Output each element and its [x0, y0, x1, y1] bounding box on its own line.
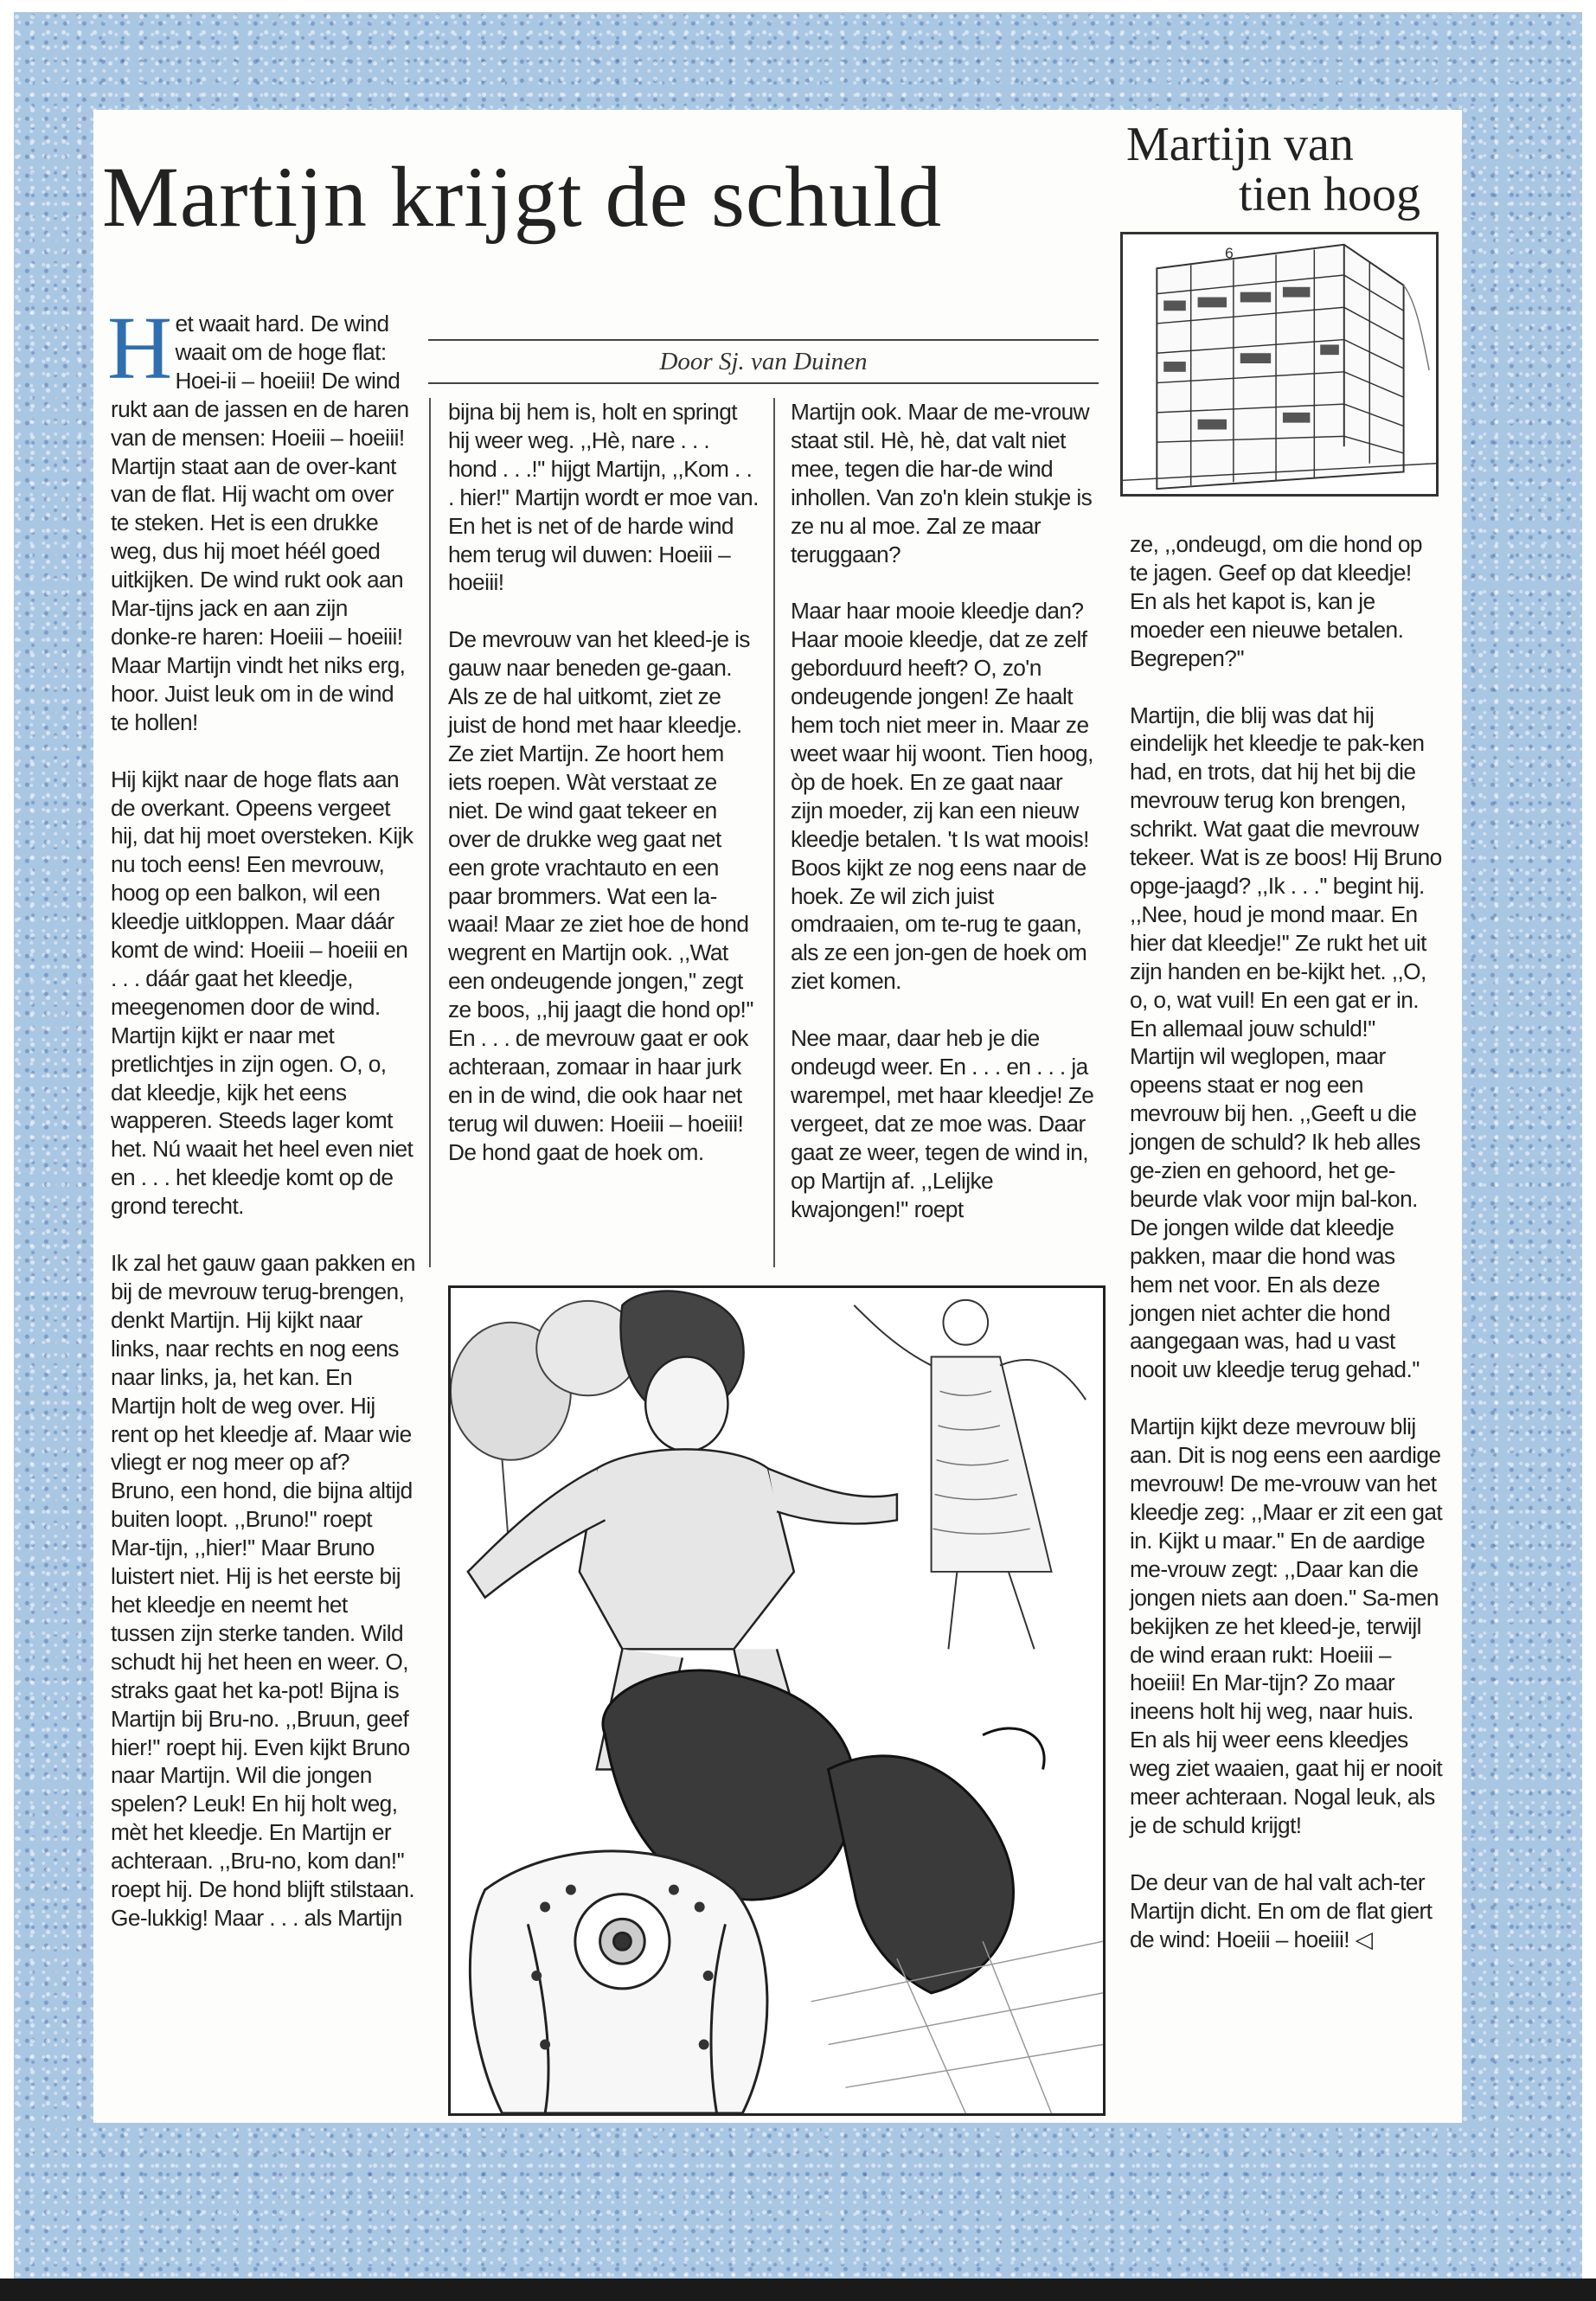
paragraph: bijna bij hem is, holt en springt hij weer weg. ,,Hè, nare . . . hond . . .!'' hijgt Martijn, ,,Kom . . . hier!'' Martijn wordt er moe van. En het is net of de harde wind hem terug wil duwen: Hoeiii – hoeiii!	[448, 399, 759, 596]
paragraph: Martijn, die blij was dat hij eindelijk het kleedje te pak-ken had, en trots, dat hij het bij die mevrouw terug kon brengen, schrikt. Wat gaat die mevrouw tekeer. Wat is ze boos! Hij Bruno opge-jaagd? ,,Ik . . .'' begint hij. ,,Nee, houd je mond maar. En hier dat kleedje!'' Ze rukt het uit zijn handen en be-kijkt het. ,,O, o, o, wat vuil! En een gat er in. En allemaal jouw schuld!'' Martijn wil weglopen, maar opeens staat er nog een mevrouw bij hen. ,,Geeft u die jongen de schuld? Ik heb alles ge-zien en gehoord, het ge-beurde vlak voor mijn bal-kon. De jongen wilde dat kleedje pakken, maar die hond was hem net voor. En als deze jongen niet achter die hond aangegaan was, had u vast nooit uw kleedje terug gehad.''	[1130, 702, 1442, 1383]
paragraph: Hij kijkt naar de hoge flats aan de overkant. Opeens vergeet hij, dat hij moet oversteken. Kijk nu toch eens! Een mevrouw, hoog op een balkon, wil een kleedje uitkloppen. Maar dáár komt de wind: Hoeiii – hoeiii en . . . dáár gaat het kleedje, meegenomen door de wind. Martijn kijkt er naar met pretlichtjes in zijn ogen. O, o, dat kleedje, kijk het eens wapperen. Steeds lager komt het. Nú waait het heel even niet en . . . het kleedje komt op de grond terecht.	[111, 766, 413, 1220]
paragraph	[107, 298, 415, 737]
paragraph: Martijn kijkt deze mevrouw blij aan. Dit is nog eens een aardige mevrouw! De me-vrouw van het kleedje zeg: ,,Maar er zit een gat in. Kijkt u maar.'' En de aardige me-vrouw zegt: ,,Daar kan die jongen niets aan doen.'' Sa-men bekijken ze het kleed-je, terwijl de wind eraan rukt: Hoeiii – hoeiii! En Mar-tijn? Zo maar ineens holt hij weg, naar huis. En als hij weer eens kleedjes weg ziet waaien, gaat hij er nooit meer achteraan. Nogal leuk, als je de schuld krijgt!	[1130, 1413, 1443, 1838]
building-illustration	[1120, 232, 1439, 497]
paragraph: Maar haar mooie kleedje dan? Haar mooie kleedje, dat ze zelf geborduurd heeft? O, zo'n ondeugende jongen! Ze haalt hem toch niet meer in. Maar ze weet waar hij woont. Tien hoog, òp de hoek. En ze gaat naar zijn moeder, zij kan een nieuw kleedje betalen. 't Is wat moois! Boos kijkt ze nog eens naar de hoek. Ze wil zich juist omdraaien, om te-rug te gaan, als ze een jon-gen de hoek om ziet komen.	[791, 598, 1093, 995]
article-title: Martijn krijgt de schuld	[102, 149, 943, 245]
article-column-1	[107, 298, 415, 1932]
article-column-4	[1130, 530, 1443, 1954]
paragraph-text: et waait hard. De wind waait om de hoge flat: Hoei-ii – hoeiii! De wind rukt aan de jassen en de haren van de mensen: Hoeiii – hoeiii! Martijn staat aan de over-kant van de flat. Hij wacht om over te steken. Het is een drukke weg, dus hij moet héél goed uitkijken. De wind rukt ook aan Mar-tijns jack en aan zijn donke-re haren: Hoeiii – hoeiii! Maar Martijn vindt het niks erg, hoor. Juist leuk om in de wind te hollen!	[111, 311, 409, 735]
paragraph: De deur van de hal valt ach-ter Martijn dicht. En om de flat giert de wind: Hoeiii – hoeiii! ◁	[1130, 1868, 1433, 1952]
svg-text:6: 6	[1225, 244, 1234, 262]
paragraph: Martijn ook. Maar de me-vrouw staat stil. Hè, hè, dat valt niet mee, tegen die har-de wind inhollen. Van zo'n klein stukje is ze nu al moe. Zal ze maar teruggaan?	[791, 399, 1093, 567]
paragraph: ze, ,,ondeugd, om die hond op te jagen. Geef op dat kleedje! En als het kapot is, kan je moeder een nieuwe betalen. Begrepen?''	[1130, 531, 1422, 671]
paragraph: Ik zal het gauw gaan pakken en bij de mevrouw terug-brengen, denkt Martijn. Hij kijkt naar links, naar rechts en nog eens naar links, ja, het kan. En Martijn holt de weg over. Hij rent op het kleedje af. Maar wie vliegt er nog meer op af? Bruno, een hond, die bijna altijd buiten loopt. ,,Bruno!'' roept Mar-tijn, ,,hier!'' Maar Bruno luistert niet. Hij is het eerste bij het kleedje en neemt het tussen zijn sterke tanden. Wild schudt hij het heen en weer. O, straks gaat het ka-pot! Bijna is Martijn bij Bru-no. ,,Bruun, geef hier!'' roept hij. Even kijkt Bruno naar Martijn. Wil die jongen spelen? Leuk! En hij holt weg, mèt het kleedje. En Martijn er achteraan. ,,Bru-no, kom dan!'' roept hij. De hond blijft stilstaan. Ge-lukkig! Maar . . . als Martijn	[111, 1250, 415, 1931]
series-title-line1: Martijn van	[1126, 118, 1354, 171]
paragraph: De mevrouw van het kleed-je is gauw naar beneden ge-gaan. Als ze de hal uitkomt, ziet ze juist de hond met haar kleedje. Ze ziet Martijn. Ze hoort hem iets roepen. Wàt verstaat ze niet. De wind gaat tekeer en over de drukke weg gaat net een grote vrachtauto en een paar brommers. Wat een la-waai! Maar ze ziet hoe de hond wegrent en Martijn ook. ,,Wat een ondeugende jongen,'' zegt ze boos, ,,hij jaagt die hond op!'' En . . . de mevrouw gaat er ook achteraan, zomaar in haar jurk en in de wind, die ook haar net terug wil duwen: Hoeiii – hoeiii! De hond gaat de hoek om.	[448, 626, 754, 1165]
series-title-line2: tien hoog	[1239, 168, 1420, 221]
page-edge	[0, 2279, 1596, 2301]
column-divider	[429, 398, 431, 1267]
byline: Door Sj. van Duinen	[659, 347, 868, 375]
drop-cap: H	[107, 298, 172, 398]
article-column-3	[791, 398, 1095, 1223]
article-column-2	[448, 398, 761, 1167]
series-title	[1116, 119, 1445, 220]
story-illustration	[448, 1285, 1106, 2116]
byline-box	[428, 339, 1099, 384]
paragraph: Nee maar, daar heb je die ondeugd weer. En . . . en . . . ja warempel, met haar kleedje! Ze vergeet, dat ze moe was. Daar gaat ze weer, tegen de wind in, op Martijn af. ,,Lelijke kwajongen!'' roept	[791, 1025, 1094, 1222]
column-divider	[773, 398, 775, 1267]
